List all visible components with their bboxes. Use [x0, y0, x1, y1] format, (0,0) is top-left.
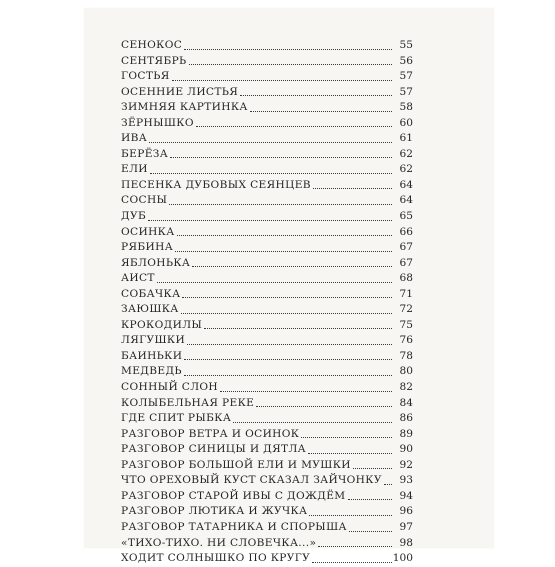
toc-entry: [121, 489, 413, 505]
toc-entry-page-number: 100: [392, 552, 413, 565]
toc-entry-title: ЛЯГУШКИ: [121, 334, 186, 347]
toc-entry: [121, 364, 413, 380]
toc-entry-page-number: 97: [399, 520, 413, 533]
toc-entry-title: СЕНТЯБРЬ: [121, 54, 187, 67]
dot-leader: [313, 187, 392, 189]
toc-entry: [121, 116, 413, 132]
toc-entry-title: РЯБИНА: [121, 241, 174, 254]
toc-entry: [121, 380, 413, 396]
toc-entry-page-number: 61: [399, 132, 413, 145]
dot-leader: [220, 390, 392, 392]
toc-entry-title: СЕНОКОС: [121, 39, 183, 51]
toc-entry: [121, 287, 413, 303]
toc-entry-title: ЧТО ОРЕХОВЫЙ КУСТ СКАЗАЛ ЗАЙЧОНКУ: [121, 474, 382, 487]
toc-entry-title: БЕРЁЗА: [121, 147, 169, 160]
dot-leader: [308, 452, 392, 454]
dot-leader: [384, 483, 392, 485]
toc-entry: [121, 458, 413, 474]
toc-entry: [121, 427, 413, 443]
dot-leader: [240, 94, 392, 96]
toc-entry-title: ЗЁРНЫШКО: [121, 116, 194, 129]
toc-entry-title: ЗИМНЯЯ КАРТИНКА: [121, 101, 248, 114]
toc-entry-page-number: 86: [399, 412, 413, 425]
toc-entry-page-number: 90: [399, 443, 413, 456]
dot-leader: [250, 110, 392, 112]
dot-leader: [189, 63, 392, 65]
dot-leader: [148, 219, 392, 221]
toc-entry-page-number: 57: [399, 85, 413, 98]
toc-entry: [121, 162, 413, 178]
toc-entry-title: БАИНЬКИ: [121, 349, 183, 362]
toc-entry: [121, 38, 413, 54]
toc-entry: [121, 178, 413, 194]
toc-entry: [121, 333, 413, 349]
toc-entry-page-number: 84: [399, 396, 413, 409]
toc-entry-page-number: 56: [399, 54, 413, 67]
toc-entry-title: РАЗГОВОР ВЕТРА И ОСИНОК: [121, 427, 300, 440]
table-of-contents: [121, 38, 413, 567]
toc-entry-title: ЯБЛОНЬКА: [121, 256, 191, 269]
dot-leader: [170, 156, 392, 158]
toc-entry-page-number: 65: [399, 210, 413, 223]
toc-entry-title: РАЗГОВОР ТАТАРНИКА И СПОРЫША: [121, 520, 347, 533]
toc-entry: [121, 147, 413, 163]
toc-entry-page-number: 94: [399, 489, 413, 502]
toc-entry: [121, 349, 413, 365]
toc-entry: [121, 69, 413, 85]
toc-entry-page-number: 80: [399, 365, 413, 378]
toc-entry-page-number: 92: [399, 458, 413, 471]
toc-entry-title: РАЗГОВОР СТАРОЙ ИВЫ С ДОЖДЁМ: [121, 489, 346, 502]
dot-leader: [150, 172, 392, 174]
toc-entry-page-number: 75: [399, 318, 413, 331]
toc-entry-title: ГДЕ СПИТ РЫБКА: [121, 412, 232, 425]
dot-leader: [309, 514, 392, 516]
toc-entry-page-number: 60: [399, 116, 413, 129]
toc-entry: [121, 396, 413, 412]
toc-entry: [121, 85, 413, 101]
toc-entry-page-number: 62: [399, 163, 413, 176]
toc-entry-title: ОСИНКА: [121, 225, 175, 238]
dot-leader: [157, 281, 392, 283]
toc-entry: [121, 256, 413, 272]
dot-leader: [184, 48, 392, 50]
toc-entry: [121, 442, 413, 458]
toc-entry-title: ИВА: [121, 132, 148, 145]
toc-entry: [121, 209, 413, 225]
toc-entry-title: КРОКОДИЛЫ: [121, 318, 203, 331]
dot-leader: [184, 358, 392, 360]
dot-leader: [177, 234, 392, 236]
toc-entry-title: РАЗГОВОР ЛЮТИКА И ЖУЧКА: [121, 505, 308, 518]
toc-entry-title: АИСТ: [121, 272, 155, 285]
toc-entry-page-number: 78: [399, 349, 413, 362]
dot-leader: [184, 374, 392, 376]
toc-entry-title: «ТИХО-ТИХО. НИ СЛОВЕЧКА...»: [121, 536, 317, 549]
dot-leader: [192, 265, 392, 267]
toc-entry-page-number: 55: [399, 39, 413, 51]
dot-leader: [233, 421, 392, 423]
dot-leader: [169, 203, 392, 205]
dot-leader: [149, 141, 392, 143]
dot-leader: [353, 467, 392, 469]
dot-leader: [175, 250, 392, 252]
toc-entry: [121, 504, 413, 520]
toc-entry-page-number: 68: [399, 272, 413, 285]
toc-entry: [121, 536, 413, 552]
dot-leader: [187, 343, 392, 345]
dot-leader: [301, 436, 392, 438]
toc-entry: [121, 240, 413, 256]
toc-entry-title: ХОДИТ СОЛНЫШКО ПО КРУГУ: [121, 552, 311, 565]
toc-entry: [121, 225, 413, 241]
toc-entry: [121, 318, 413, 334]
dot-leader: [181, 312, 392, 314]
toc-entry: [121, 551, 413, 567]
toc-entry: [121, 520, 413, 536]
toc-entry-title: СОННЫЙ СЛОН: [121, 381, 219, 394]
toc-entry-title: КОЛЫБЕЛЬНАЯ РЕКЕ: [121, 396, 255, 409]
toc-entry-title: РАЗГОВОР СИНИЦЫ И ДЯТЛА: [121, 443, 307, 456]
toc-entry-page-number: 66: [399, 225, 413, 238]
toc-entry-title: СОБАЧКА: [121, 287, 181, 300]
dot-leader: [349, 530, 392, 532]
toc-entry-page-number: 58: [399, 101, 413, 114]
dot-leader: [172, 79, 392, 81]
toc-entry-page-number: 67: [399, 256, 413, 269]
toc-entry-title: ПЕСЕНКА ДУБОВЫХ СЕЯНЦЕВ: [121, 178, 311, 191]
toc-entry-page-number: 96: [399, 505, 413, 518]
toc-entry-title: ДУБ: [121, 210, 147, 223]
toc-entry-page-number: 62: [399, 147, 413, 160]
dot-leader: [204, 327, 392, 329]
toc-entry-title: ОСЕННИЕ ЛИСТЬЯ: [121, 85, 239, 98]
toc-entry: [121, 473, 413, 489]
dot-leader: [182, 296, 392, 298]
toc-entry-page-number: 98: [399, 536, 413, 549]
toc-entry-page-number: 71: [399, 287, 413, 300]
toc-entry: [121, 411, 413, 427]
toc-entry-page-number: 64: [399, 194, 413, 207]
toc-entry-page-number: 57: [399, 70, 413, 83]
dot-leader: [348, 498, 392, 500]
dot-leader: [196, 125, 392, 127]
toc-entry-page-number: 82: [399, 381, 413, 394]
toc-entry-page-number: 72: [399, 303, 413, 316]
dot-leader: [256, 405, 392, 407]
dot-leader: [318, 545, 392, 547]
toc-entry-title: СОСНЫ: [121, 194, 168, 207]
toc-entry-title: МЕДВЕДЬ: [121, 365, 182, 378]
toc-entry-title: ЗАЮШКА: [121, 303, 179, 316]
toc-entry: [121, 193, 413, 209]
toc-entry-page-number: 64: [399, 178, 413, 191]
toc-entry: [121, 54, 413, 70]
toc-entry-title: ЕЛИ: [121, 163, 148, 176]
toc-entry-title: ГОСТЬЯ: [121, 70, 170, 83]
toc-entry: [121, 100, 413, 116]
toc-entry: [121, 271, 413, 287]
toc-entry-page-number: 76: [399, 334, 413, 347]
toc-entry-page-number: 67: [399, 241, 413, 254]
toc-entry-page-number: 93: [399, 474, 413, 487]
dot-leader: [312, 561, 392, 563]
toc-entry: [121, 131, 413, 147]
toc-entry-page-number: 89: [399, 427, 413, 440]
toc-entry-title: РАЗГОВОР БОЛЬШОЙ ЕЛИ И МУШКИ: [121, 458, 351, 471]
toc-entry: [121, 302, 413, 318]
